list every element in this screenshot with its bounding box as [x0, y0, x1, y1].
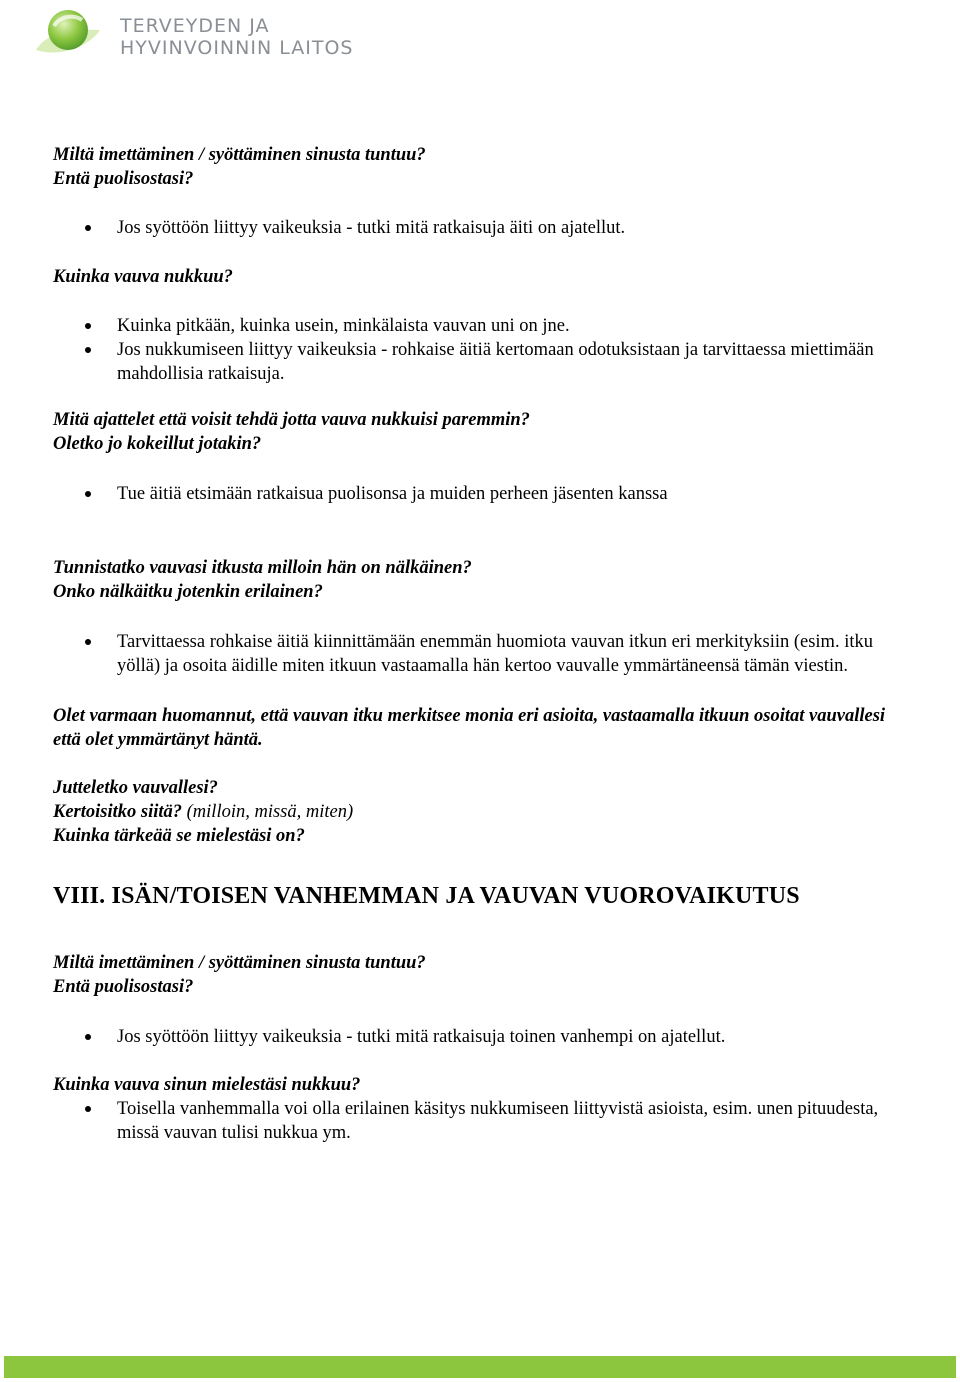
- logo-wordmark: [120, 15, 353, 59]
- list-item: Tarvittaessa rohkaise äitiä kiinnittämään enemmän huomiota vauvan itkun eri merkityksiin (esim. itku yöllä) ja osoita äidille miten itkuun vastaamalla hän kertoo vauvalle ymmärtäneensä tämän viestin.: [53, 630, 913, 678]
- document-body: [53, 143, 913, 1145]
- question: Kuinka vauva sinun mielestäsi nukkuu?: [53, 1075, 361, 1095]
- question: Kuinka tärkeää se mielestäsi on?: [53, 826, 305, 846]
- question: [53, 800, 913, 824]
- footer-bar: [4, 1356, 956, 1378]
- question: Kuinka vauva nukkuu?: [53, 267, 233, 287]
- question: Olet varmaan huomannut, että vauvan itku merkitsee monia eri asioita, vastaamalla itkuun osoitat vauvallesi että olet ymmärtänyt häntä.: [53, 706, 886, 750]
- question: Onko nälkäitku jotenkin erilainen?: [53, 582, 323, 602]
- question: Oletko jo kokeillut jotakin?: [53, 434, 262, 454]
- bullet-list: [53, 630, 913, 678]
- list-item: Toisella vanhemmalla voi olla erilainen käsitys nukkumiseen liittyvistä asioista, esim. unen pituudesta, missä vauvan tulisi nukkua ym.: [53, 1097, 913, 1145]
- bullet-list: [53, 1097, 913, 1145]
- question: Miltä imettäminen / syöttäminen sinusta tuntuu?: [53, 953, 426, 973]
- logo-line-2: HYVINVOINNIN LAITOS: [120, 37, 354, 59]
- bullet-list: [53, 216, 913, 240]
- question-text: Kertoisitko siitä?: [53, 802, 183, 822]
- logo-line-1: TERVEYDEN JA: [120, 15, 270, 37]
- list-item: Tue äitiä etsimään ratkaisua puolisonsa ja muiden perheen jäsenten kanssa: [53, 482, 913, 506]
- question: Miltä imettäminen / syöttäminen sinusta tuntuu?: [53, 145, 426, 165]
- list-item: Jos syöttöön liittyy vaikeuksia - tutki mitä ratkaisuja toinen vanhempi on ajatellut.: [53, 1025, 913, 1049]
- question: Tunnistatko vauvasi itkusta milloin hän on nälkäinen?: [53, 558, 472, 578]
- list-item: Kuinka pitkään, kuinka usein, minkälaista vauvan uni on jne.: [53, 314, 913, 338]
- bullet-list: [53, 482, 913, 506]
- section-heading: VIII. ISÄN/TOISEN VANHEMMAN JA VAUVAN VUOROVAIKUTUS: [53, 883, 800, 909]
- question: Entä puolisostasi?: [53, 977, 194, 997]
- bullet-list: [53, 1025, 913, 1049]
- question: Mitä ajattelet että voisit tehdä jotta vauva nukkuisi paremmin?: [53, 410, 530, 430]
- question: Entä puolisostasi?: [53, 169, 194, 189]
- question: Jutteletko vauvallesi?: [53, 778, 218, 798]
- question-note: (milloin, missä, miten): [182, 802, 354, 822]
- list-item: Jos syöttöön liittyy vaikeuksia - tutki mitä ratkaisuja äiti on ajatellut.: [53, 216, 913, 240]
- list-item: Jos nukkumiseen liittyy vaikeuksia - rohkaise äitiä kertomaan odotuksistaan ja tarvittaessa miettimään mahdollisia ratkaisuja.: [53, 338, 913, 386]
- bullet-list: [53, 314, 913, 386]
- leaf-logo-icon: [30, 6, 106, 62]
